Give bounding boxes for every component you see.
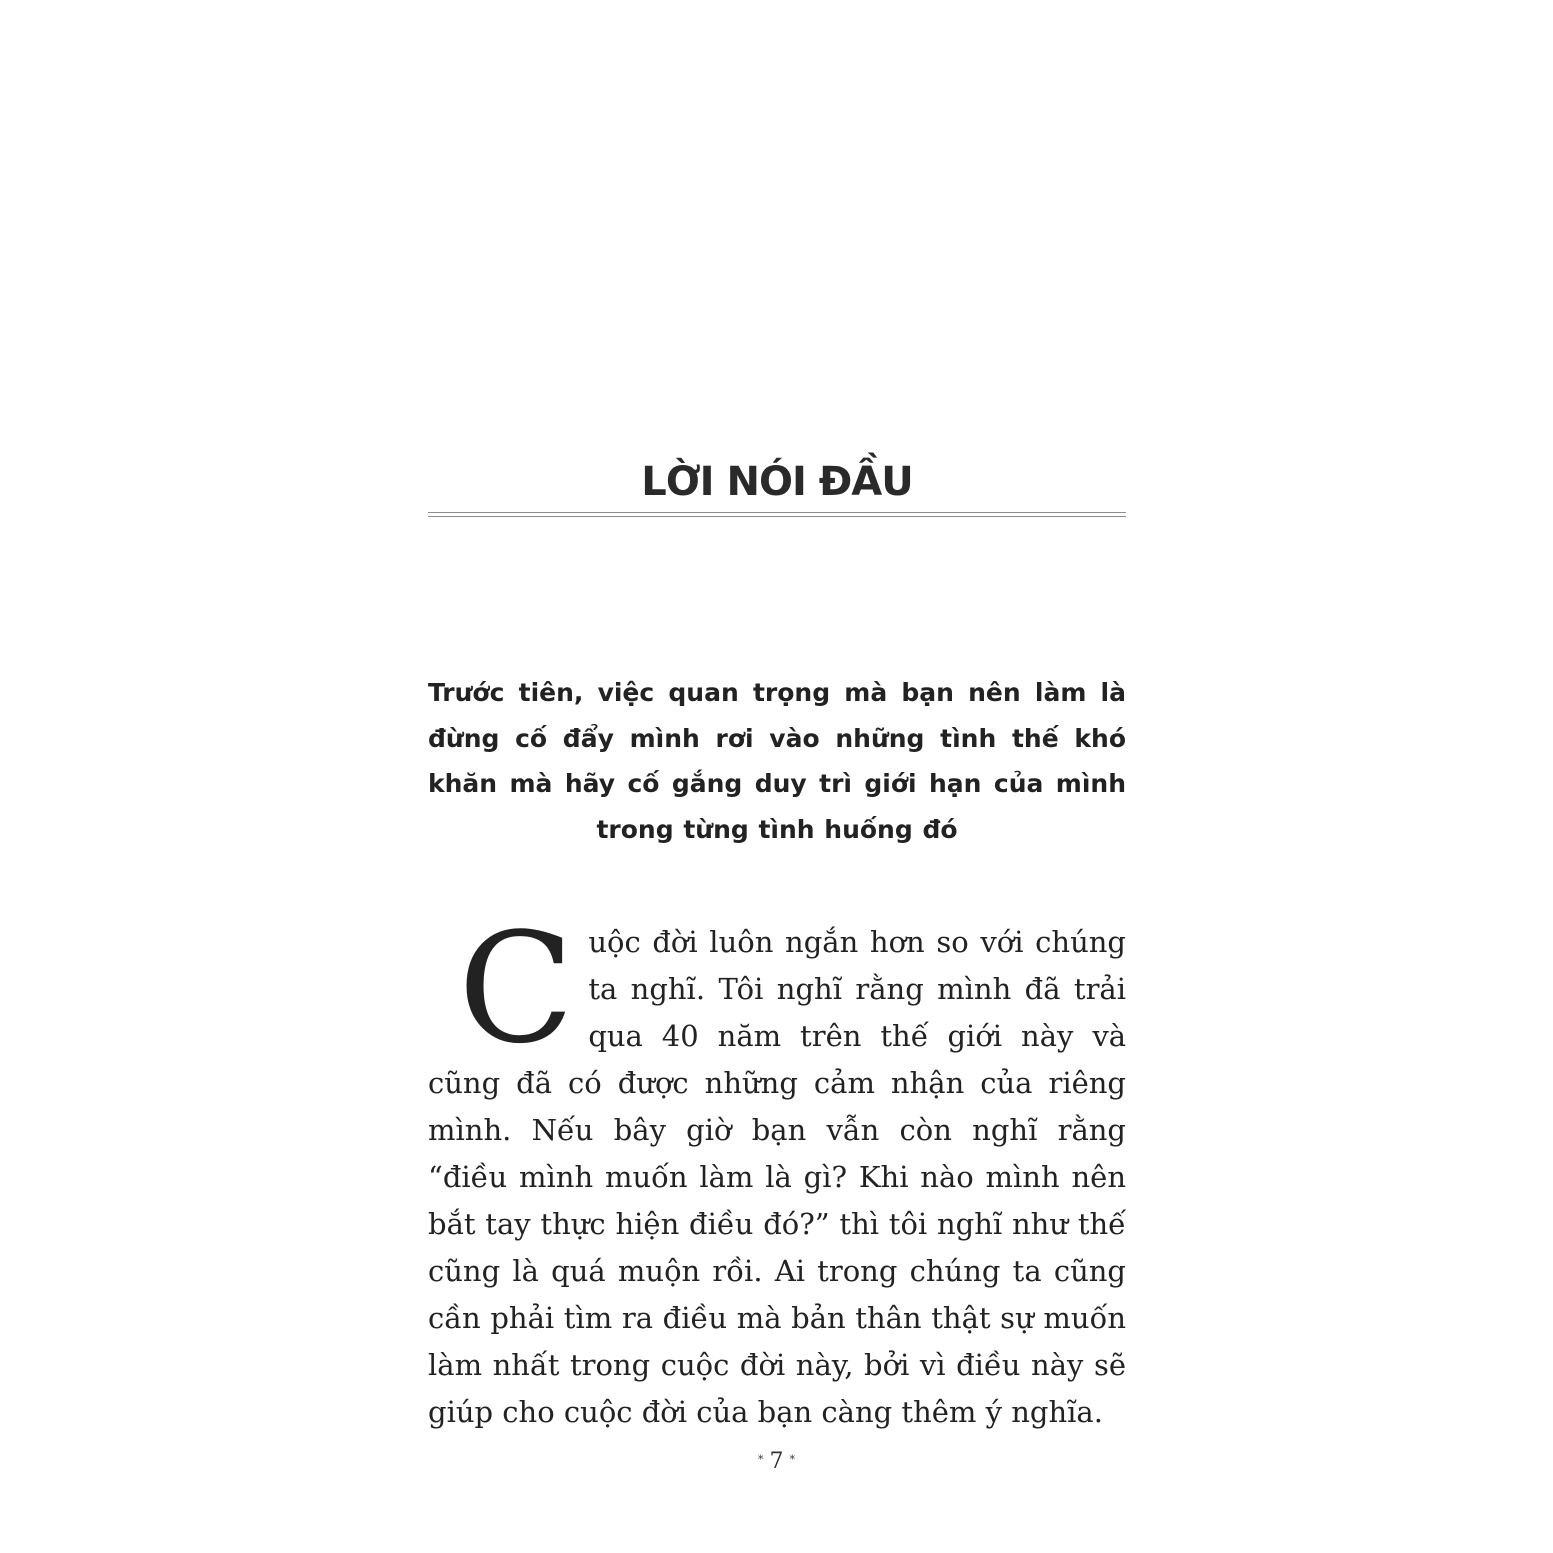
body-paragraph: [428, 900, 1126, 1436]
page-number: 7: [769, 1449, 784, 1474]
chapter-epigraph: Trước tiên, việc quan trọng mà bạn nên làm là đừng cố đẩy mình rơi vào những tình thế khó khăn mà hãy cố gắng duy trì giới hạn của mình trong từng tình huống đó: [428, 678, 1126, 844]
title-rule-upper: [428, 512, 1126, 513]
page-number-footer: [0, 1447, 1553, 1477]
body-paragraph-text: uộc đời luôn ngắn hơn so với chúng ta nghĩ. Tôi nghĩ rằng mình đã trải qua 40 năm trên thế giới này và cũng đã có được những cảm nhận của riêng mình. Nếu bây giờ bạn vẫn còn nghĩ rằng “điều mình muốn làm là gì? Khi nào mình nên bắt tay thực hiện điều đó?” thì tôi nghĩ như thế cũng là quá muộn rồi. Ai trong chúng ta cũng cần phải tìm ra điều mà bản thân thật sự muốn làm nhất trong cuộc đời này, bởi vì điều này sẽ giúp cho cuộc đời của bạn càng thêm ý nghĩa.: [428, 925, 1126, 1429]
ornament-star-right: *: [789, 1453, 795, 1466]
title-rule-lower: [428, 516, 1126, 517]
chapter-title: LỜI NÓI ĐẦU: [641, 459, 913, 505]
ornament-star-left: *: [758, 1453, 764, 1466]
drop-cap: C: [458, 900, 575, 1077]
